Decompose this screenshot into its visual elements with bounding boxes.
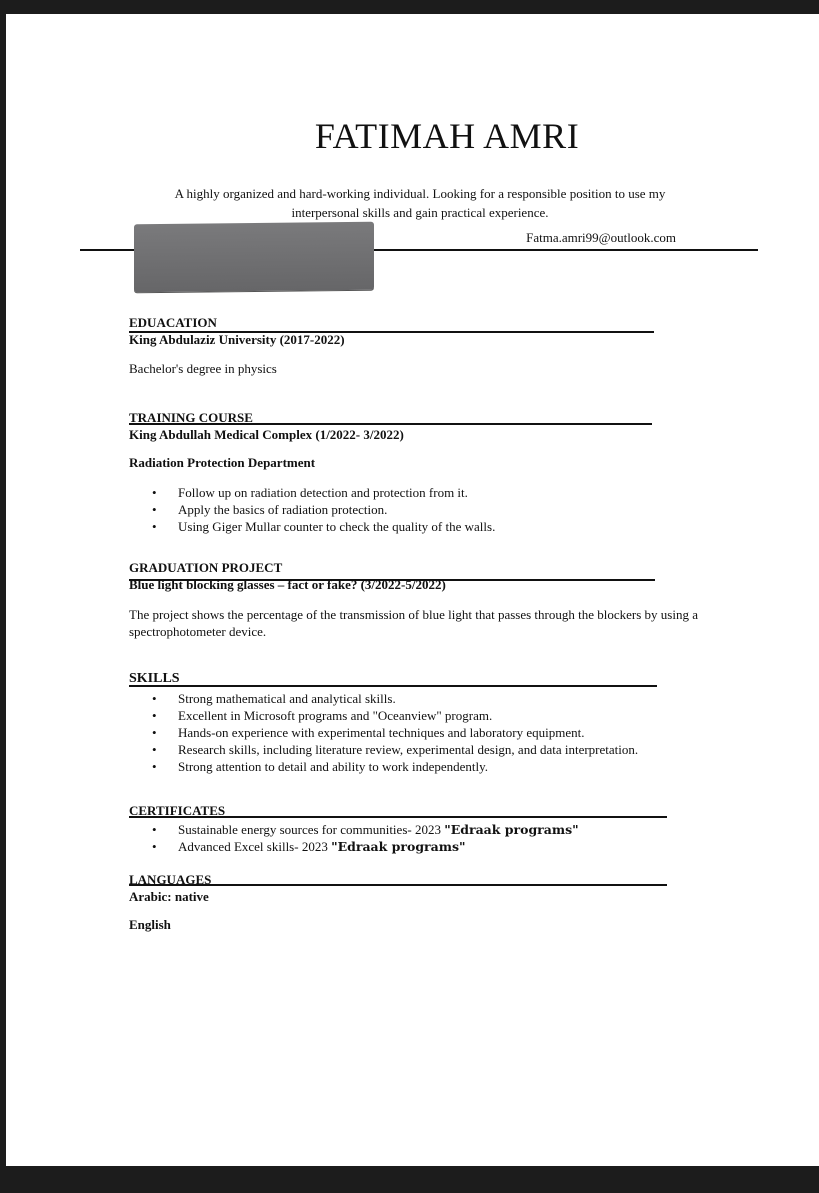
list-item: • Hands-on experience with experimental techniques and laboratory equipment. [129, 724, 709, 741]
list-item: • Strong attention to detail and ability to work independently. [129, 758, 709, 775]
summary-text: A highly organized and hard-working individual. Looking for a responsible position to use my interpersonal skills and gain practical experience. [174, 186, 666, 220]
list-item: • Excellent in Microsoft programs and "Oceanview" program. [129, 707, 709, 724]
project-name: Blue light blocking glasses – fact or fake? (3/2022-5/2022) [129, 577, 446, 592]
certificates-list [129, 821, 689, 855]
certificate-name: Advanced Excel skills- 2023 [178, 839, 332, 854]
languages-title: LANGUAGES [129, 872, 212, 887]
email-address: Fatma.amri99@outlook.com [526, 230, 676, 245]
certificates-title: CERTIFICATES [129, 803, 226, 818]
certificate-provider: "Edraak programs" [331, 839, 466, 854]
project-title: GRADUATION PROJECT [129, 560, 283, 575]
list-item: • Research skills, including literature review, experimental design, and data interpretation. [129, 741, 709, 758]
resume-page [6, 14, 819, 1166]
training-list [129, 484, 689, 535]
languages-divider [129, 884, 667, 886]
candidate-name: FATIMAH AMRI [314, 116, 580, 156]
certificate-provider: "Edraak programs" [444, 822, 579, 837]
list-item: • Using Giger Mullar counter to check the quality of the walls. [129, 518, 689, 535]
certificate-name: Sustainable energy sources for communities- 2023 [178, 822, 445, 837]
language-item: Arabic: native [129, 889, 209, 904]
list-item: • Strong mathematical and analytical skills. [129, 690, 709, 707]
list-item: • Apply the basics of radiation protection. [129, 501, 689, 518]
certificates-divider [129, 816, 667, 818]
education-title: EDUACATION [129, 315, 217, 330]
list-item: • Follow up on radiation detection and protection from it. [129, 484, 689, 501]
skills-divider [129, 685, 657, 687]
language-item: English [129, 917, 171, 932]
training-department: Radiation Protection Department [129, 455, 316, 470]
education-degree: Bachelor's degree in physics [129, 361, 277, 376]
project-description: The project shows the percentage of the transmission of blue light that passes through the blockers by using a spectrophotometer device. [129, 607, 698, 639]
list-item [129, 821, 689, 838]
redaction-block [134, 222, 374, 293]
training-title: TRAINING COURSE [129, 410, 253, 425]
skills-title: SKILLS [129, 671, 180, 686]
list-item [129, 838, 689, 855]
training-divider [129, 423, 652, 425]
training-place: King Abdullah Medical Complex (1/2022- 3/2022) [129, 427, 404, 442]
education-institution: King Abdulaziz University (2017-2022) [129, 332, 345, 347]
skills-list [129, 690, 709, 775]
